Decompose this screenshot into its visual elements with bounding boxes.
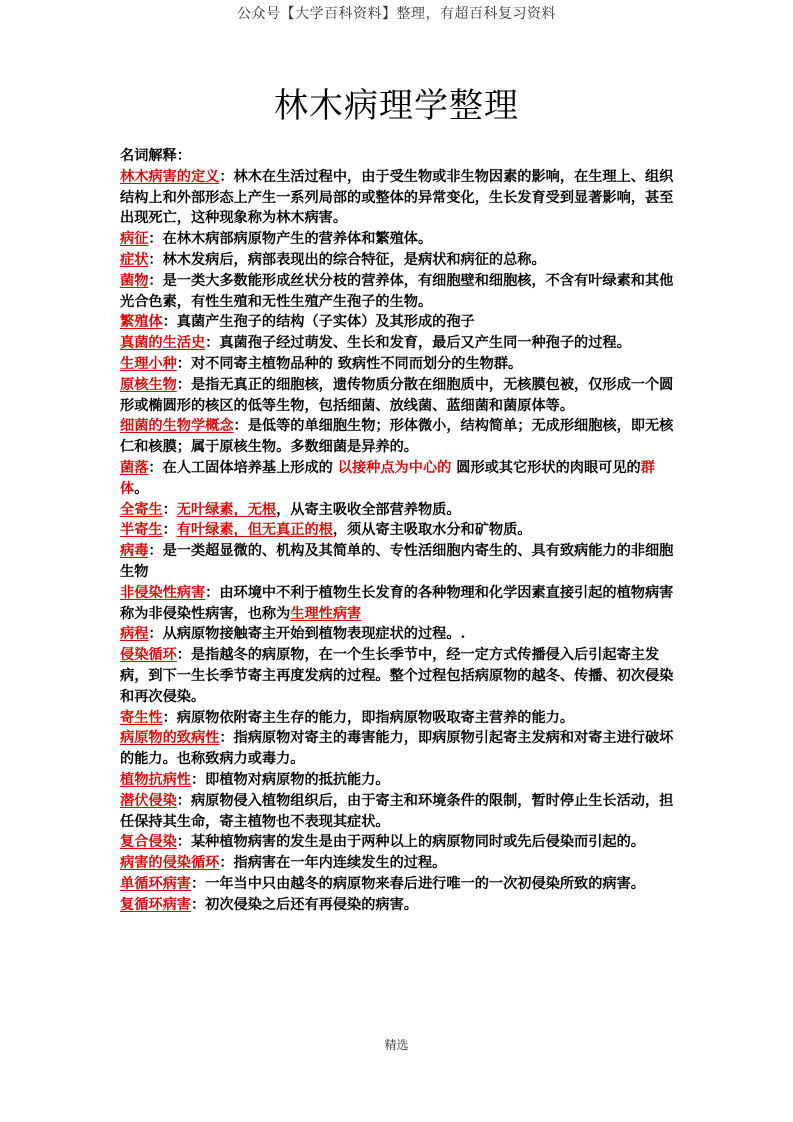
glossary-definition: 从病原物接触寄主开始到植物表现症状的过程。. <box>162 626 466 643</box>
section-label: 名词解释： <box>120 148 191 164</box>
term-separator: ： <box>162 501 177 518</box>
glossary-term: 寄生性 <box>120 709 163 726</box>
glossary-definition: 在林木病部病原物产生的营养体和繁殖体。 <box>162 231 433 248</box>
glossary-definition: 指病原物对寄主的毒害能力，即病原物引起寄主发病和对寄主进行破坏的能力。也称致病力或毒力。 <box>120 730 674 768</box>
term-separator: ： <box>190 896 206 913</box>
glossary-entry <box>120 312 676 333</box>
glossary-definition: 是一类超显微的、机构及其简单的、专性活细胞内寄生的、具有致病能力的非细胞生物 <box>120 543 674 580</box>
term-separator: ： <box>148 626 163 643</box>
highlighted-phrase: 群体 <box>120 459 655 497</box>
term-separator: ： <box>176 376 191 393</box>
glossary-definition: 指病害在一年内连续发生的过程。 <box>233 855 447 872</box>
glossary-entry <box>120 624 676 645</box>
glossary-definition: 初次侵染之后还有再侵染的病害。 <box>205 896 418 913</box>
glossary-definition: 由环境中不利于植物生长发育的各种物理和化学因素直接引起的植物病害称为非侵染性病害，也称为 <box>120 584 674 622</box>
glossary-term: 症状 <box>120 251 149 268</box>
highlighted-phrase: 无叶绿素，无根 <box>176 501 277 518</box>
term-separator: ： <box>162 522 177 539</box>
highlighted-phrase: 生理性病害 <box>290 605 362 622</box>
glossary-entry <box>120 728 676 770</box>
glossary-entry <box>120 167 676 229</box>
glossary-term: 细菌的生物学概念 <box>120 418 234 435</box>
glossary-term: 半寄生 <box>120 522 163 539</box>
glossary-term: 复合侵染 <box>120 834 177 851</box>
glossary-term: 病害的侵染循环 <box>120 855 220 872</box>
term-separator: ： <box>176 792 191 809</box>
glossary-term: 侵染循环 <box>120 647 177 664</box>
term-separator: ： <box>233 418 248 435</box>
glossary-definition: 是一类大多数能形成丝状分枝的营养体，有细胞壁和细胞核，不含有叶绿素和其他光合色素，有性生殖和无性生殖产生孢子的生物。 <box>120 272 674 310</box>
glossary-definition: 是低等的单细胞生物；形体微小，结构简单；无成形细胞核，即无核仁和核膜；属于原核生物。多数细菌是异养的。 <box>120 418 674 456</box>
glossary-term: 病征 <box>120 231 149 248</box>
glossary-definition: 即植物对病原物的抵抗能力。 <box>205 771 390 788</box>
glossary-term: 病毒 <box>120 543 149 560</box>
glossary-entry <box>120 708 676 729</box>
glossary-term: 病程 <box>120 626 149 643</box>
term-separator: ： <box>148 459 163 476</box>
glossary-term: 植物抗病性 <box>120 771 191 788</box>
glossary-entry <box>120 416 676 458</box>
glossary-content <box>120 146 676 915</box>
glossary-definition: ，须从寄主吸取水分和矿物质。 <box>332 522 532 539</box>
term-separator: ： <box>148 231 163 248</box>
glossary-entry <box>120 874 676 895</box>
glossary-definition: 真菌产生孢子的结构（子实体）及其形成的孢子 <box>176 314 475 331</box>
glossary-term: 林木病害的定义 <box>120 168 220 185</box>
footer-note: 精选 <box>384 1038 409 1052</box>
term-separator: ： <box>176 834 191 851</box>
term-separator: ： <box>148 272 163 289</box>
glossary-definition: 林木在生活过程中，由于受生物或非生物因素的影响，在生理上、组织结构上和外部形态上产生一系列局部的或整体的异常变化，生长发育受到显著影响，甚至出现死亡，这种现象称为林木病害。 <box>120 168 674 227</box>
glossary-definition: 是指越冬的病原物，在一个生长季节中，经一定方式传播侵入后引起寄主发病，到下一生长季节寄主再度发病的过程。整个过程包括病原物的越冬、传播、初次侵染和再次侵染。 <box>120 647 674 705</box>
glossary-definition: 病原物侵入植物组织后，由于寄主和环境条件的限制，暂时停止生长活动，担任保持其生命，寄主植物也不表现其症状。 <box>120 792 674 830</box>
term-separator: ： <box>219 855 234 872</box>
glossary-definition: 是指无真正的细胞核，遗传物质分散在细胞质中，无核膜包被，仅形成一个圆形或椭圆形的核区的低等生物，包括细菌、放线菌、蓝细菌和菌原体等。 <box>120 376 674 414</box>
glossary-definition: 病原物依附寄主生存的能力，即指病原物吸取寄主营养的能力。 <box>176 709 575 726</box>
glossary-entry <box>120 333 676 354</box>
glossary-definition: 在人工固体培养基上形成的 <box>162 459 338 476</box>
glossary-definition-end: 。 <box>134 480 149 497</box>
glossary-entry <box>120 853 676 874</box>
glossary-entry <box>120 375 676 417</box>
term-separator: ： <box>148 543 163 560</box>
glossary-term: 生理小种 <box>120 355 177 372</box>
term-separator: ： <box>190 875 206 892</box>
glossary-definition: 真菌孢子经过萌发、生长和发育，最后又产生同一种孢子的过程。 <box>219 335 631 352</box>
glossary-term: 繁殖体 <box>120 314 163 331</box>
glossary-term: 病原物的致病性 <box>120 730 220 747</box>
term-separator: ： <box>162 314 177 331</box>
glossary-definition-continued: 圆形或其它形状的肉眼可见的 <box>451 459 641 476</box>
term-separator: ： <box>176 647 191 664</box>
glossary-entry <box>120 271 676 313</box>
glossary-entry <box>120 354 676 375</box>
term-separator: ： <box>148 251 163 268</box>
glossary-entry <box>120 250 676 271</box>
glossary-definition: 林木发病后，病部表现出的综合特征，是病状和病征的总称。 <box>162 251 546 268</box>
header-note: 公众号【大学百科资料】整理，有超百科复习资料 <box>237 6 556 22</box>
glossary-definition: 一年当中只由越冬的病原物来春后进行唯一的一次初侵染所致的病害。 <box>205 875 645 892</box>
term-separator: ： <box>205 335 220 352</box>
glossary-term: 全寄生 <box>120 501 163 518</box>
glossary-entry <box>120 500 676 521</box>
glossary-entry <box>120 541 676 583</box>
term-separator: ： <box>190 771 206 788</box>
glossary-entry <box>120 791 676 833</box>
term-separator: ： <box>219 168 234 185</box>
page-title: 林木病理学整理 <box>274 86 519 126</box>
glossary-entry <box>120 520 676 541</box>
term-separator: ： <box>205 584 220 601</box>
glossary-entry <box>120 832 676 853</box>
highlighted-phrase: 以接种点为中心的 <box>337 459 452 476</box>
glossary-term: 复循环病害 <box>120 896 191 913</box>
glossary-term: 单循环病害 <box>120 875 191 892</box>
glossary-entry <box>120 645 676 707</box>
glossary-term: 非侵染性病害 <box>120 584 206 601</box>
term-separator: ： <box>176 355 191 372</box>
glossary-entry <box>120 583 676 625</box>
glossary-entry <box>120 229 676 250</box>
glossary-entry <box>120 770 676 791</box>
term-separator: ： <box>219 730 234 747</box>
glossary-term: 菌物 <box>120 272 149 289</box>
glossary-term: 菌落 <box>120 459 149 476</box>
glossary-entry <box>120 895 676 916</box>
glossary-definition: 对不同寄主植物品种的 致病性不同而划分的生物群。 <box>190 355 523 372</box>
glossary-term: 原核生物 <box>120 376 177 393</box>
term-separator: ： <box>162 709 177 726</box>
glossary-term: 潜伏侵染 <box>120 792 177 809</box>
glossary-definition: ，从寄主吸收全部营养物质。 <box>276 501 461 518</box>
glossary-term: 真菌的生活史 <box>120 335 206 352</box>
highlighted-phrase: 有叶绿素，但无真正的根 <box>176 522 333 539</box>
glossary-definition: 某种植物病害的发生是由于两种以上的病原物同时或先后侵染而引起的。 <box>190 834 645 851</box>
glossary-entry <box>120 458 676 500</box>
